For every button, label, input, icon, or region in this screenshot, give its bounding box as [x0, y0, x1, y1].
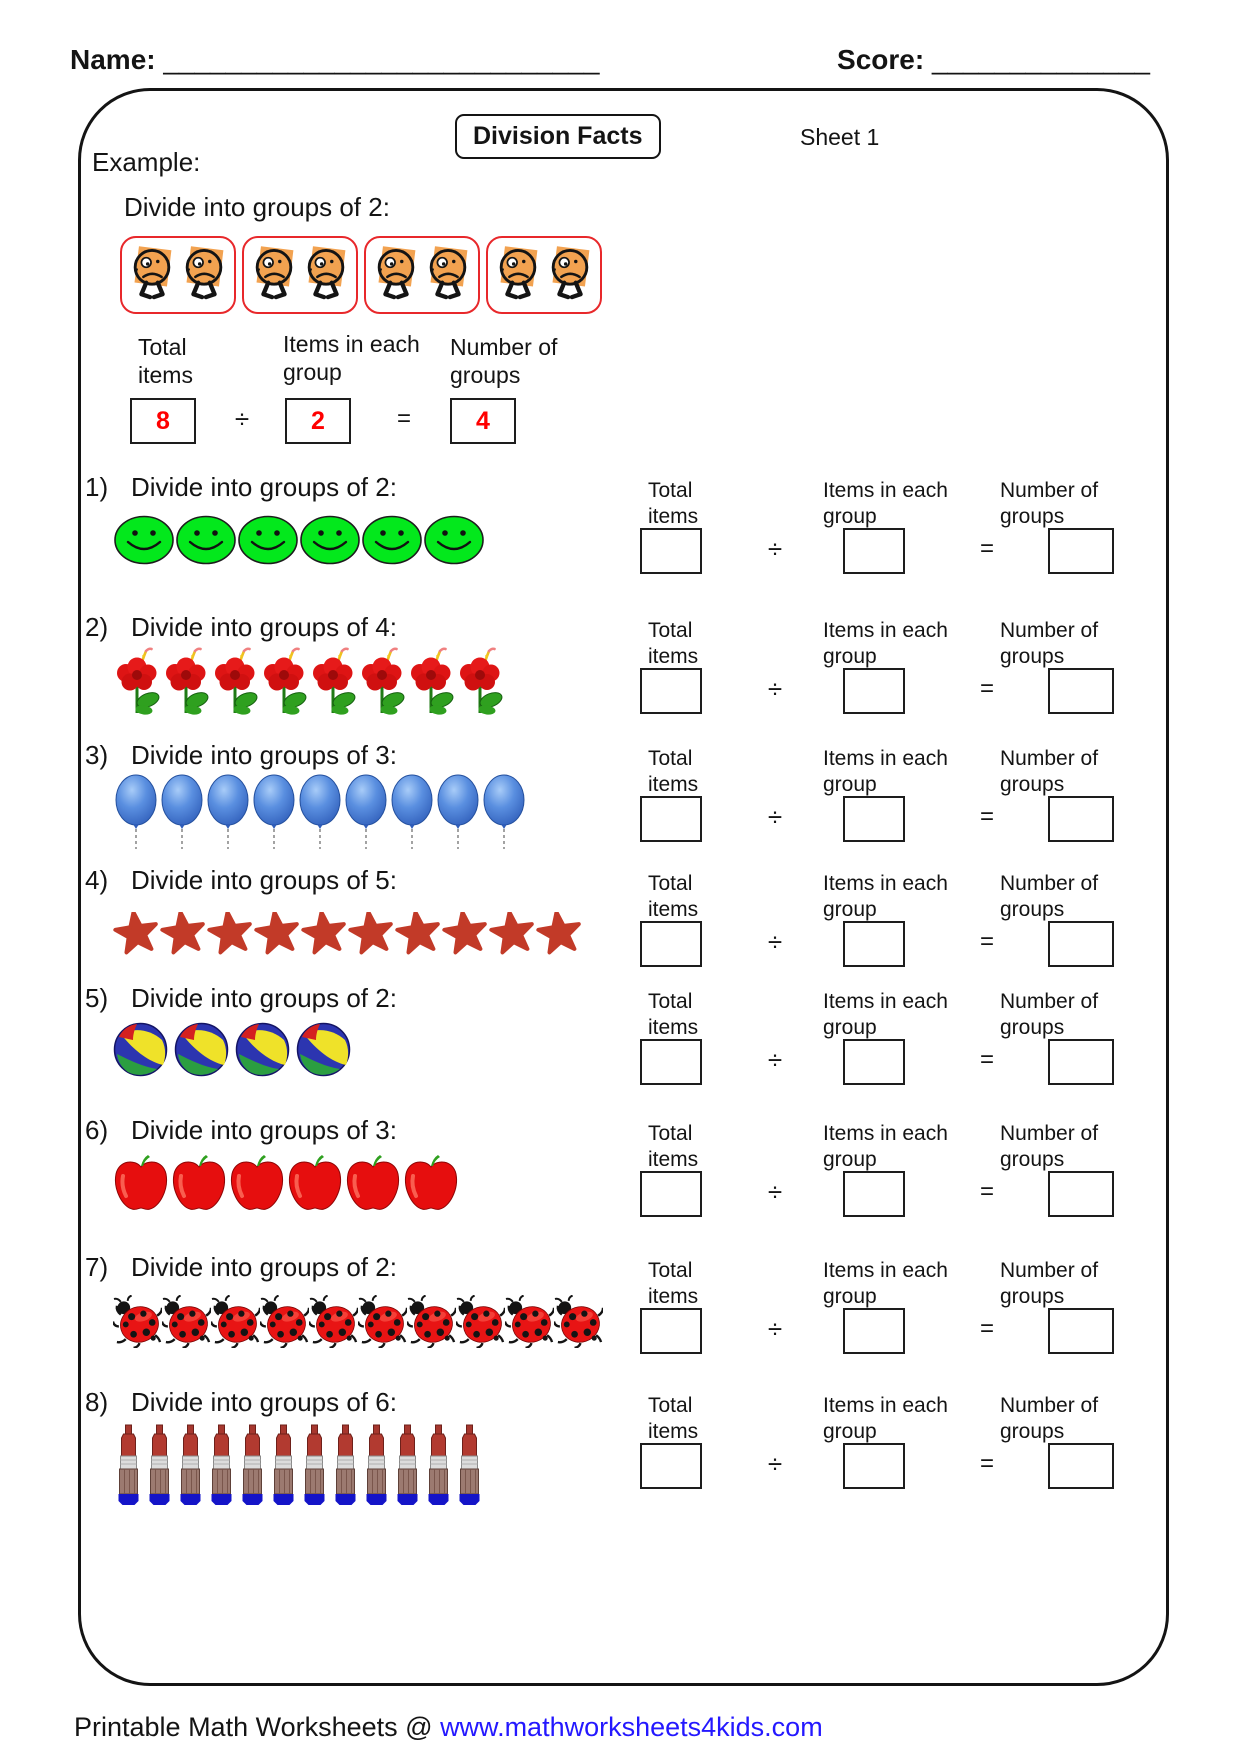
question-left	[85, 472, 625, 565]
question-head	[85, 740, 625, 771]
items-per-group-input-box[interactable]	[843, 921, 905, 967]
items-per-group-label	[823, 871, 948, 922]
number-of-groups-label	[1000, 871, 1098, 922]
label-line: Items in each	[823, 747, 948, 770]
question-left	[85, 1115, 625, 1212]
total-items-label	[648, 478, 698, 529]
label-line: items	[648, 644, 699, 668]
item-icons-row	[113, 1424, 625, 1506]
label-line: Total	[648, 1122, 693, 1145]
divide-sign: ÷	[767, 926, 783, 957]
paintbrush-icon	[392, 1424, 423, 1506]
starfish-icon	[254, 912, 301, 955]
number-of-groups-input-box[interactable]	[1048, 1171, 1114, 1217]
flower-icon	[260, 643, 309, 715]
items-per-group-input-box[interactable]	[843, 1171, 905, 1217]
starfish-icon	[113, 912, 160, 955]
label-line: Number of	[1000, 872, 1099, 895]
number-of-groups-input-box[interactable]	[1048, 1443, 1114, 1489]
question-number: 1)	[85, 472, 109, 502]
monster-icon	[545, 242, 595, 308]
paintbrush-icon	[206, 1424, 237, 1506]
number-of-groups-label	[1000, 1393, 1098, 1444]
example-group	[120, 236, 236, 314]
example-label: Example:	[92, 147, 201, 177]
label-line: Total	[648, 1259, 693, 1282]
beachball-icon	[296, 1022, 351, 1077]
number-of-groups-label	[450, 333, 557, 389]
total-items-input-box[interactable]	[640, 1443, 702, 1489]
starfish-icon	[395, 912, 442, 955]
answer-area	[625, 1115, 1165, 1227]
question-instruction: Divide into groups of 3:	[131, 740, 397, 770]
starfish-icon	[301, 912, 348, 955]
total-items-input-box[interactable]	[640, 796, 702, 842]
question-row	[85, 865, 1165, 983]
question-instruction: Divide into groups of 3:	[131, 1115, 397, 1145]
label-line: group	[823, 1015, 877, 1039]
beachball-icon	[235, 1022, 290, 1077]
smiley-icon	[423, 515, 485, 565]
question-left	[85, 1252, 625, 1348]
name-field	[70, 44, 599, 76]
label-line: groups	[1000, 1015, 1065, 1039]
item-icons-row	[113, 1295, 625, 1348]
label-line: Items in each	[823, 1122, 948, 1145]
label-line: Number of	[1000, 479, 1099, 502]
question-instruction: Divide into groups of 2:	[131, 1252, 397, 1282]
number-of-groups-label	[1000, 1121, 1098, 1172]
label-line: Items in each	[283, 331, 420, 357]
flower-icon	[407, 643, 456, 715]
label-line: Items in each	[823, 1394, 948, 1417]
number-of-groups-label	[1000, 1258, 1098, 1309]
label-line: groups	[1000, 1284, 1065, 1308]
question-head	[85, 612, 625, 643]
ladybug-icon	[407, 1295, 456, 1348]
score-field	[837, 44, 1150, 76]
answer-area	[625, 1387, 1165, 1499]
flower-icon	[113, 643, 162, 715]
number-of-groups-input-box[interactable]	[1048, 921, 1114, 967]
monster-icon	[249, 242, 299, 308]
smiley-icon	[361, 515, 423, 565]
divide-sign: ÷	[234, 403, 250, 434]
question-number: 3)	[85, 740, 109, 770]
question-left	[85, 1387, 625, 1506]
item-icons-row	[113, 643, 625, 715]
label-line: Items in each	[823, 619, 948, 642]
equals-sign: =	[979, 535, 994, 562]
paintbrush-icon	[144, 1424, 175, 1506]
paintbrush-icon	[175, 1424, 206, 1506]
number-of-groups-label	[1000, 478, 1098, 529]
paintbrush-icon	[361, 1424, 392, 1506]
balloon-icon	[113, 773, 159, 851]
label-line: items	[648, 897, 699, 921]
total-items-input-box[interactable]	[640, 668, 702, 714]
starfish-icon	[489, 912, 536, 955]
label-line: groups	[1000, 1147, 1065, 1171]
question-left	[85, 612, 625, 715]
label-line: Number of	[1000, 1394, 1099, 1417]
total-items-label	[648, 1121, 698, 1172]
total-items-input-box[interactable]	[640, 1171, 702, 1217]
monster-icon	[127, 242, 177, 308]
example-groups	[120, 236, 602, 314]
ladybug-icon	[554, 1295, 603, 1348]
divide-sign: ÷	[767, 1044, 783, 1075]
balloon-icon	[389, 773, 435, 851]
label-line: Total	[138, 334, 187, 360]
flower-icon	[211, 643, 260, 715]
label-line: Number of	[450, 334, 558, 360]
label-line: Number of	[1000, 747, 1099, 770]
label-line: Number of	[1000, 1259, 1099, 1282]
number-of-groups-input-box[interactable]	[1048, 1308, 1114, 1354]
question-instruction: Divide into groups of 2:	[131, 983, 397, 1013]
balloon-icon	[297, 773, 343, 851]
total-items-label	[648, 1258, 698, 1309]
question-number: 7)	[85, 1252, 109, 1282]
balloon-icon	[435, 773, 481, 851]
label-line: group	[823, 1284, 877, 1308]
label-line: items	[648, 504, 699, 528]
footer-link[interactable]: www.mathworksheets4kids.com	[440, 1712, 823, 1742]
starfish-icon	[442, 912, 489, 955]
label-line: Items in each	[823, 990, 948, 1013]
name-blank-line[interactable]: ____________________________	[163, 44, 600, 75]
label-line: group	[823, 772, 877, 796]
label-line: Number of	[1000, 619, 1099, 642]
number-of-groups-input-box[interactable]	[1048, 1039, 1114, 1085]
label-line: Items in each	[823, 1259, 948, 1282]
beachball-icon	[174, 1022, 229, 1077]
apple-icon	[403, 1154, 459, 1212]
question-instruction: Divide into groups of 4:	[131, 612, 397, 642]
name-label: Name:	[70, 44, 156, 75]
question-number: 4)	[85, 865, 109, 895]
question-left	[85, 740, 625, 851]
total-items-input-box[interactable]	[640, 921, 702, 967]
divide-sign: ÷	[767, 1176, 783, 1207]
label-line: items	[648, 1419, 699, 1443]
score-blank-line[interactable]: ______________	[931, 44, 1150, 75]
divide-sign: ÷	[767, 1448, 783, 1479]
example-quotient-box: 4	[450, 398, 516, 444]
ladybug-icon	[162, 1295, 211, 1348]
item-icons-row	[113, 1022, 625, 1077]
paintbrush-icon	[237, 1424, 268, 1506]
paintbrush-icon	[423, 1424, 454, 1506]
items-per-group-input-box[interactable]	[843, 796, 905, 842]
items-per-group-input-box[interactable]	[843, 1443, 905, 1489]
question-head	[85, 1252, 625, 1283]
smiley-icon	[237, 515, 299, 565]
answer-area	[625, 612, 1165, 724]
label-line: items	[138, 362, 193, 389]
balloon-icon	[481, 773, 527, 851]
ladybug-icon	[456, 1295, 505, 1348]
paintbrush-icon	[454, 1424, 485, 1506]
paintbrush-icon	[330, 1424, 361, 1506]
total-items-label	[648, 989, 698, 1040]
label-line: items	[648, 772, 699, 796]
items-per-group-input-box[interactable]	[843, 1039, 905, 1085]
balloon-icon	[159, 773, 205, 851]
label-line: items	[648, 1147, 699, 1171]
question-number: 6)	[85, 1115, 109, 1145]
monster-icon	[493, 242, 543, 308]
balloon-icon	[251, 773, 297, 851]
flower-icon	[456, 643, 505, 715]
number-of-groups-label	[1000, 746, 1098, 797]
monster-icon	[179, 242, 229, 308]
item-icons-row	[113, 1154, 625, 1212]
equals-sign: =	[979, 1046, 994, 1073]
question-head	[85, 1387, 625, 1418]
apple-icon	[171, 1154, 227, 1212]
label-line: Number of	[1000, 990, 1099, 1013]
label-line: Total	[648, 872, 693, 895]
footer	[74, 1712, 823, 1743]
label-line: group	[823, 504, 877, 528]
divide-sign: ÷	[767, 1313, 783, 1344]
total-items-input-box[interactable]	[640, 1308, 702, 1354]
items-per-group-label	[823, 1393, 948, 1444]
divide-sign: ÷	[767, 673, 783, 704]
starfish-icon	[207, 912, 254, 955]
divide-sign: ÷	[767, 533, 783, 564]
total-items-label	[648, 746, 698, 797]
question-list	[85, 472, 1165, 1537]
label-line: items	[648, 1284, 699, 1308]
example-total-box: 8	[130, 398, 196, 444]
paintbrush-icon	[268, 1424, 299, 1506]
equals-sign: =	[979, 675, 994, 702]
example-group	[486, 236, 602, 314]
smiley-icon	[113, 515, 175, 565]
label-line: Total	[648, 619, 693, 642]
ladybug-icon	[358, 1295, 407, 1348]
items-per-group-input-box[interactable]	[843, 668, 905, 714]
ladybug-icon	[211, 1295, 260, 1348]
label-line: group	[823, 897, 877, 921]
sheet-number: Sheet 1	[800, 124, 880, 150]
answer-area	[625, 740, 1165, 852]
paintbrush-icon	[299, 1424, 330, 1506]
total-items-label	[648, 618, 698, 669]
question-row	[85, 1387, 1165, 1537]
divide-sign: ÷	[767, 801, 783, 832]
header-bar	[70, 44, 1150, 76]
answer-area	[625, 983, 1165, 1095]
example-equation	[0, 398, 620, 444]
apple-icon	[113, 1154, 169, 1212]
number-of-groups-label	[1000, 989, 1098, 1040]
question-head	[85, 1115, 625, 1146]
ladybug-icon	[113, 1295, 162, 1348]
worksheet-title: Division Facts	[455, 114, 661, 159]
equals-sign: =	[979, 803, 994, 830]
items-per-group-input-box[interactable]	[843, 528, 905, 574]
question-head	[85, 983, 625, 1014]
starfish-icon	[160, 912, 207, 955]
beachball-icon	[113, 1022, 168, 1077]
answer-area	[625, 865, 1165, 977]
apple-icon	[229, 1154, 285, 1212]
equals-sign: =	[396, 405, 411, 432]
ladybug-icon	[260, 1295, 309, 1348]
label-line: groups	[1000, 897, 1065, 921]
total-items-label	[648, 1393, 698, 1444]
question-number: 8)	[85, 1387, 109, 1417]
number-of-groups-input-box[interactable]	[1048, 528, 1114, 574]
items-per-group-label	[283, 330, 420, 386]
apple-icon	[287, 1154, 343, 1212]
example-group	[364, 236, 480, 314]
label-line: groups	[1000, 1419, 1065, 1443]
items-per-group-label	[823, 618, 948, 669]
equals-sign: =	[979, 1315, 994, 1342]
items-per-group-label	[823, 746, 948, 797]
equals-sign: =	[979, 1450, 994, 1477]
item-icons-row	[113, 912, 625, 955]
monster-icon	[371, 242, 421, 308]
question-row	[85, 1115, 1165, 1252]
answer-area	[625, 1252, 1165, 1364]
answer-area	[625, 472, 1165, 584]
question-row	[85, 612, 1165, 740]
label-line: Total	[648, 1394, 693, 1417]
label-line: groups	[1000, 772, 1065, 796]
label-line: groups	[450, 362, 521, 389]
example-per-group-box: 2	[285, 398, 351, 444]
label-line: Items in each	[823, 872, 948, 895]
items-per-group-label	[823, 989, 948, 1040]
equals-sign: =	[979, 928, 994, 955]
example-group	[242, 236, 358, 314]
question-row	[85, 983, 1165, 1115]
smiley-icon	[175, 515, 237, 565]
label-line: group	[283, 359, 342, 386]
question-instruction: Divide into groups of 2:	[131, 472, 397, 502]
total-items-label	[138, 333, 193, 389]
question-left	[85, 983, 625, 1077]
label-line: Total	[648, 990, 693, 1013]
ladybug-icon	[505, 1295, 554, 1348]
total-items-input-box[interactable]	[640, 1039, 702, 1085]
label-line: groups	[1000, 504, 1065, 528]
question-row	[85, 740, 1165, 865]
question-number: 5)	[85, 983, 109, 1013]
item-icons-row	[113, 515, 625, 565]
footer-text: Printable Math Worksheets @	[74, 1712, 441, 1742]
flower-icon	[309, 643, 358, 715]
monster-icon	[423, 242, 473, 308]
label-line: Items in each	[823, 479, 948, 502]
total-items-label	[648, 871, 698, 922]
apple-icon	[345, 1154, 401, 1212]
label-line: group	[823, 1419, 877, 1443]
question-row	[85, 472, 1165, 612]
monster-icon	[301, 242, 351, 308]
label-line: items	[648, 1015, 699, 1039]
label-line: Number of	[1000, 1122, 1099, 1145]
items-per-group-label	[823, 478, 948, 529]
score-label: Score:	[837, 44, 925, 75]
example-instruction: Divide into groups of 2:	[124, 192, 390, 222]
item-icons-row	[113, 773, 625, 851]
starfish-icon	[348, 912, 395, 955]
number-of-groups-input-box[interactable]	[1048, 796, 1114, 842]
label-line: groups	[1000, 644, 1065, 668]
question-head	[85, 472, 625, 503]
items-per-group-label	[823, 1121, 948, 1172]
balloon-icon	[205, 773, 251, 851]
total-items-input-box[interactable]	[640, 528, 702, 574]
question-head	[85, 865, 625, 896]
question-number: 2)	[85, 612, 109, 642]
smiley-icon	[299, 515, 361, 565]
question-instruction: Divide into groups of 6:	[131, 1387, 397, 1417]
starfish-icon	[536, 912, 583, 955]
number-of-groups-label	[1000, 618, 1098, 669]
items-per-group-input-box[interactable]	[843, 1308, 905, 1354]
items-per-group-label	[823, 1258, 948, 1309]
question-instruction: Divide into groups of 5:	[131, 865, 397, 895]
paintbrush-icon	[113, 1424, 144, 1506]
equals-sign: =	[979, 1178, 994, 1205]
ladybug-icon	[309, 1295, 358, 1348]
question-left	[85, 865, 625, 955]
label-line: group	[823, 644, 877, 668]
number-of-groups-input-box[interactable]	[1048, 668, 1114, 714]
label-line: Total	[648, 479, 693, 502]
flower-icon	[162, 643, 211, 715]
label-line: group	[823, 1147, 877, 1171]
label-line: Total	[648, 747, 693, 770]
balloon-icon	[343, 773, 389, 851]
question-row	[85, 1252, 1165, 1387]
flower-icon	[358, 643, 407, 715]
